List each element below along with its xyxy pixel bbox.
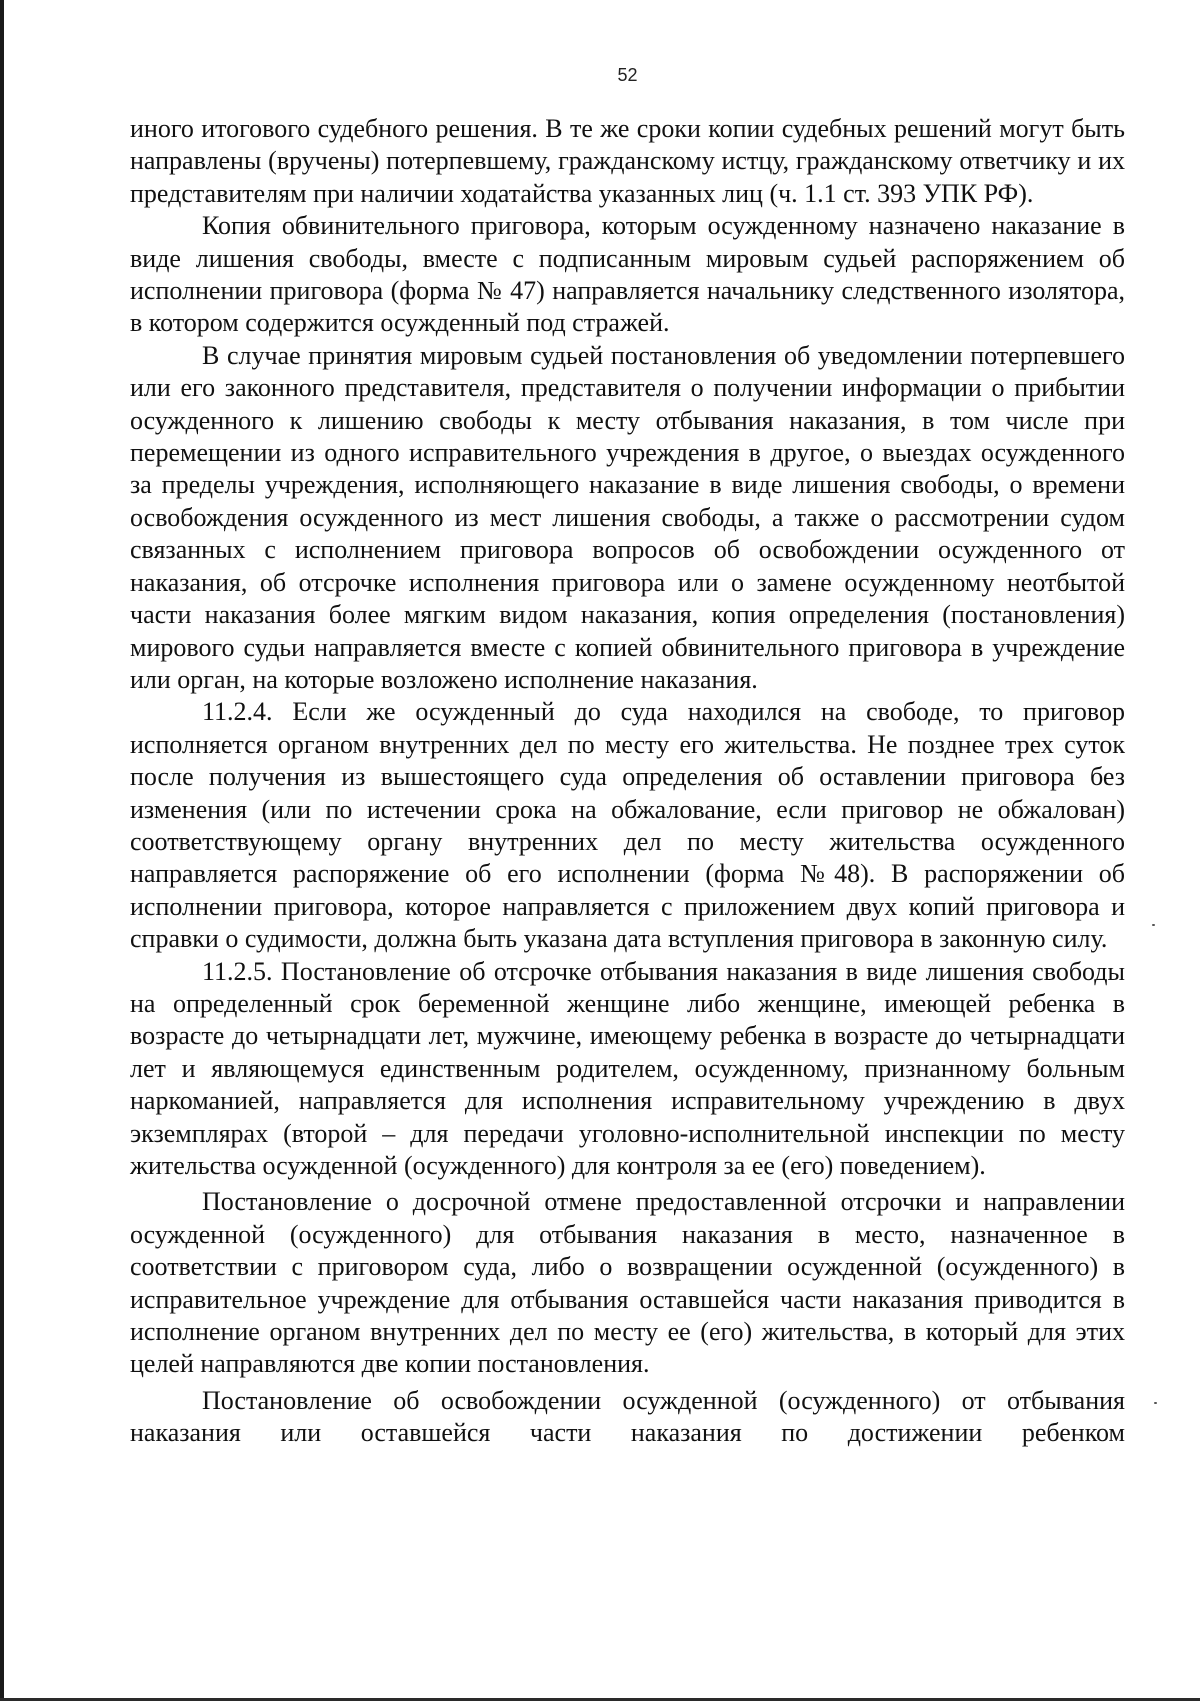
paragraph-copy-of-verdict: Копия обвинительного приговора, которым осужденному назначено наказание в виде лишения свободы, вместе с подписанным мировым судьей распоряжением об исполнении приговора (форма № 47) направляется начальнику следственного изолятора, в котором содержится осужденный под стражей. xyxy=(130,211,1125,338)
paragraph-early-cancellation: Постановление о досрочной отмене предоставленной отсрочки и направлении осужденной (осужденного) для отбывания наказания в место, назначенное в соответствии с приговором суда, либо о возвращении осужденной (осужденного) в исправительное учреждение для отбывания оставшейся части наказания приводится в исполнение органом внутренних дел по месту ее (его) жительства, в который для этих целей направляются две копии постановления. xyxy=(130,1187,1125,1379)
paragraph-section-11-2-4: 11.2.4. Если же осужденный до суда находился на свободе, то приговор исполняется органом внутренних дел по месту его жительства. Не позднее трех суток после получения из вышестоящего суда определения об оставлении приговора без изменения (или по истечении срока на обжалование, если приговор не обжалован) соответствующему органу внутренних дел по месту жительства осужденного направляется распоряжение об его исполнении (форма №48). В распоряжении об исполнении приговора, которое направляется с приложением двух копий приговора и справки о судимости, должна быть указана дата вступления приговора в законную силу. xyxy=(130,697,1125,954)
paragraph-release-from-sentence: Постановление об освобождении осужденной (осужденного) от отбывания наказания или оставшейся части наказания по достижении ребенком xyxy=(130,1385,1125,1448)
scan-edge-left xyxy=(0,0,4,1701)
paragraph-continuation: иного итогового судебного решения. В те же сроки копии судебных решений могут быть направлены (вручены) потерпевшему, гражданскому истцу, гражданскому ответчику и их представителям при наличии ходатайства указанных лиц (ч. 1.1 ст. 393 УПК РФ). xyxy=(130,114,1125,208)
paragraph-victim-notification: В случае принятия мировым судьей постановления об уведомлении потерпевшего или его законного представителя, представителя о получении информации о прибытии осужденного к лишению свободы к месту отбывания наказания, в том числе при перемещении из одного исправительного учреждения в другое, о выездах осужденного за пределы учреждения, исполняющего наказание в виде лишения свободы, о времени освобождения осужденного из мест лишения свободы, а также о рассмотрении судом связанных с исполнением приговора вопросов об освобождении осужденного от наказания, об отсрочке исполнения приговора или о замене осужденному неотбытой части наказания более мягким видом наказания, копия определения (постановления) мирового судьи направляется вместе с копией обвинительного приговора в учреждение или орган, на которые возложено исполнение наказания. xyxy=(130,340,1125,694)
scan-speck xyxy=(1154,1402,1157,1404)
body-text xyxy=(130,113,1125,1450)
page-number: 52 xyxy=(617,65,638,85)
scan-speck xyxy=(1152,924,1155,926)
paragraph-section-11-2-5: 11.2.5. Постановление об отсрочке отбывания наказания в виде лишения свободы на определенный срок беременной женщине либо женщине, имеющей ребенка в возрасте до четырнадцати лет, мужчине, имеющему ребенка в возрасте до четырнадцати лет и являющемуся единственным родителем, осужденному, признанному больным наркоманией, направляется для исполнения исправительному учреждению в двух экземплярах (второй – для передачи уголовно-исполнительной инспекции по месту жительства осужденной (осужденного) для контроля за ее (его) поведением). xyxy=(130,956,1125,1180)
